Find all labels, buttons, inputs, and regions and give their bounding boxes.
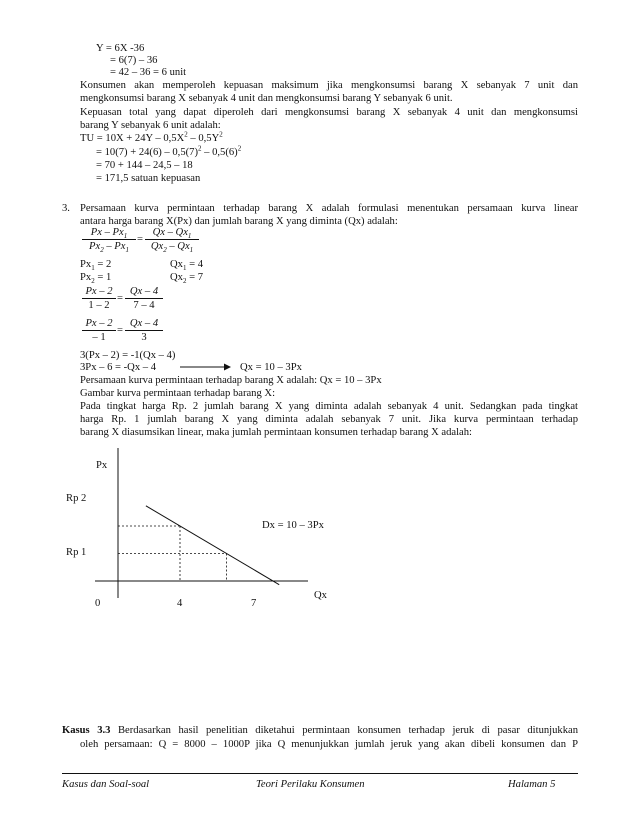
figure-caption: Gambar kurva permintaan terhadap barang X: [80, 388, 276, 399]
tu-equation-line-1: TU = $10X + 24Y - 0,5X^2 - 0,5Y^2$ [80, 130, 223, 144]
explanation-line-1: Pada tingkat harga Rp. 2 jumlah barang X yang diminta adalah sebanyak 4 unit. Sedangkan pada tingkat [80, 401, 578, 412]
equation-step-2: 3Px – 6 = -Qx – 4 [80, 362, 157, 373]
demand-curve-line [146, 506, 279, 585]
kasus-line-2: oleh persamaan: Q = 8000 – 1000P jika Q menunjukkan jumlah jeruk yang akan dibeli konsumen dan P [80, 739, 578, 750]
explanation-line-2: harga Rp. 1 jumlah barang X yang diminta adalah sebanyak 7 unit. Jika kurva permintaan terhadap [80, 414, 578, 425]
kasus-line-1: Kasus 3.3 Berdasarkan hasil penelitian diketahui permintaan konsumen terhadap jeruk di pasar ditunjukkan [62, 725, 578, 736]
equation-step-1: 3(Px – 2) = -1(Qx – 4) [80, 350, 176, 361]
y-equation-line-1: Y = 6X -36 [96, 43, 145, 54]
equation-step-2-result: Qx = 10 – 3Px [240, 362, 302, 373]
paragraph-1-line-1: Konsumen akan memperoleh kepuasan maksimum jika mengkonsumsi barang X sebanyak 7 unit dan [80, 80, 578, 91]
given-qx2: $Qx_2 = 7$ [170, 272, 204, 286]
substituted-fraction-qx: $\frac{Qx - 4}{7 - 4}$ [125, 285, 163, 312]
footer-right: Halaman 5 [508, 779, 556, 790]
simplified-equals: = [117, 325, 123, 336]
equation-conclusion: Persamaan kurva permintaan terhadap barang X adalah: Qx = 10 – 3Px [80, 375, 382, 386]
item-3-number: 3. [62, 203, 70, 214]
paragraph-2-line-2: barang Y sebanyak 6 unit adalah: [80, 120, 221, 131]
footer-center: Teori Perilaku Konsumen [256, 779, 365, 790]
x-tick-label-0: 0 [95, 598, 101, 609]
given-qx1: $Qx_1 = 4$ [170, 259, 204, 273]
y-equation-line-2: = 6(7) – 36 [110, 55, 158, 66]
paragraph-1-line-2: mengkonsumsi barang X sebanyak 4 unit dan mengkonsumsi barang Y sebanyak 6 unit. [80, 93, 453, 104]
tu-equation-line-4: = 171,5 satuan kepuasan [96, 173, 201, 184]
y-axis-label: Px [96, 460, 108, 471]
demand-curve-label: Dx = 10 – 3Px [262, 520, 324, 531]
y-tick-label-rp1: Rp 1 [66, 547, 87, 558]
footer-left: Kasus dan Soal-soal [62, 779, 150, 790]
explanation-line-3: barang X diasumsikan linear, maka jumlah permintaan konsumen terhadap barang X adalah: [80, 427, 472, 438]
paragraph-2-line-1: Kepuasan total yang dapat diperoleh dari mengkonsumsi barang X sebanyak 4 unit dan mengkonsumsi [80, 107, 578, 118]
demand-curve-chart [0, 440, 638, 620]
substituted-fraction-px: $\frac{Px - 2}{1 - 2}$ [82, 285, 116, 312]
formula-fraction-px: $\frac{Px - Px_1}{Px_2 - Px_1}$ [82, 226, 136, 253]
simplified-fraction-px: $\frac{Px - 2}{- 1}$ [82, 317, 116, 344]
right-arrow-icon [178, 361, 232, 373]
formula-fraction-qx: $\frac{Qx - Qx_1}{Qx_2 - Qx_1}$ [145, 226, 199, 253]
y-tick-label-rp2: Rp 2 [66, 493, 87, 504]
given-px1: $Px_1 = 2$ [80, 259, 112, 273]
tu-equation-line-2: = $10(7) + 24(6) - 0,5(7)^2 - 0,5(6)^2$ [96, 144, 242, 158]
substituted-equals: = [117, 293, 123, 304]
x-tick-label-7: 7 [251, 598, 257, 609]
item-3-line-2: antara harga barang X(Px) dan jumlah barang X yang diminta (Qx) adalah: [80, 216, 398, 227]
formula-equals: = [137, 234, 143, 245]
kasus-label: Kasus 3.3 [62, 725, 111, 736]
footer-rule [62, 773, 578, 774]
x-tick-label-4: 4 [177, 598, 183, 609]
y-equation-line-3: = 42 – 36 = 6 unit [110, 67, 187, 78]
item-3-line-1: Persamaan kurva permintaan terhadap barang X adalah formulasi menentukan persamaan kurva linear [80, 203, 578, 214]
tu-equation-line-3: = 70 + 144 – 24,5 – 18 [96, 160, 193, 171]
given-px2: $Px_2 = 1$ [80, 272, 112, 286]
simplified-fraction-qx: $\frac{Qx - 4}{3}$ [125, 317, 163, 344]
x-axis-label: Qx [314, 590, 327, 601]
